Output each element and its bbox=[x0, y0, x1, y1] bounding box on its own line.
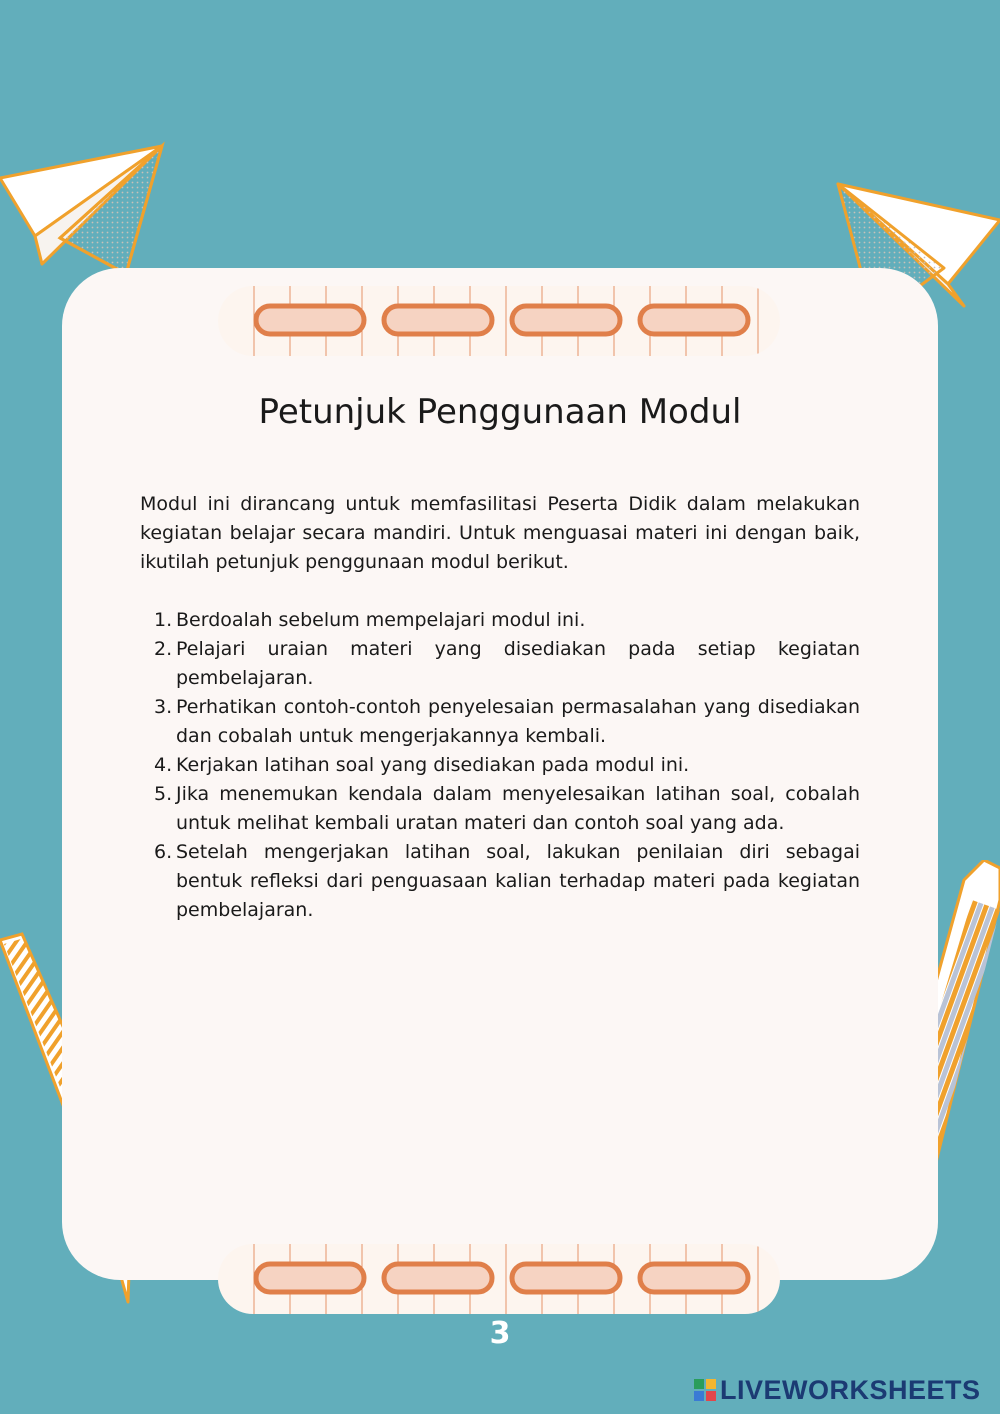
liveworksheets-logo-icon bbox=[694, 1379, 716, 1401]
intro-paragraph: Modul ini dirancang untuk memfasilitasi Peserta Didik dalam melakukan kegiatan belajar secara mandiri. Untuk menguasai materi ini dengan baik, ikutilah petunjuk penggunaan modul berikut. bbox=[140, 493, 860, 573]
list-item: 4. Kerjakan latihan soal yang disediakan pada modul ini. bbox=[154, 754, 690, 776]
list-item: 2. Pelajari uraian materi yang disediakan pada setiap kegiatan pembelajaran. bbox=[154, 638, 860, 689]
list-item: 3. Perhatikan contoh-contoh penyelesaian permasalahan yang disediakan dan cobalah untuk mengerjakannya kembali. bbox=[154, 696, 860, 747]
page-number: 3 bbox=[489, 1316, 511, 1351]
instruction-list bbox=[140, 606, 860, 925]
paper-plane-icon bbox=[0, 140, 170, 280]
page-title: Petunjuk Penggunaan Modul bbox=[258, 392, 742, 432]
liveworksheets-logo[interactable] bbox=[694, 1374, 981, 1406]
notebook-ring-icon bbox=[218, 286, 780, 356]
list-item: 1. Berdoalah sebelum mempelajari modul ini. bbox=[154, 609, 586, 631]
brand-name: LIVEWORKSHEETS bbox=[720, 1374, 981, 1405]
content bbox=[140, 490, 860, 925]
notebook-ring-icon bbox=[218, 1244, 780, 1314]
list-item: 5. Jika menemukan kendala dalam menyelesaikan latihan soal, cobalah untuk melihat kembali uratan materi dan contoh soal yang ada. bbox=[154, 783, 860, 834]
list-item: 6. Setelah mengerjakan latihan soal, lakukan penilaian diri sebagai bentuk refleksi dari penguasaan kalian terhadap materi pada kegiatan pembelajaran. bbox=[154, 841, 860, 921]
